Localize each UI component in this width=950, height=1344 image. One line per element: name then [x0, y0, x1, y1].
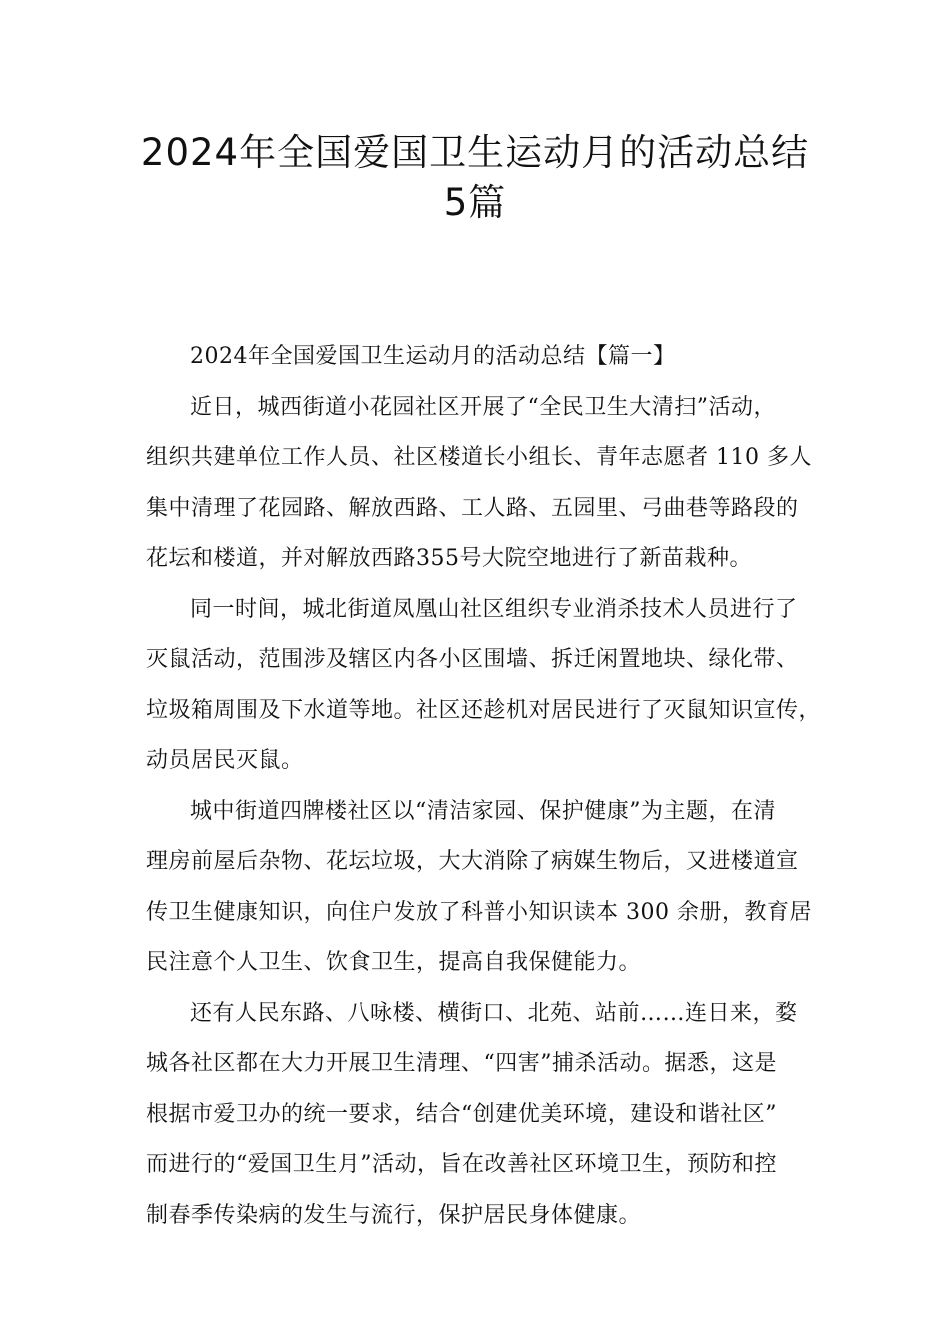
paragraph-line: 而进行的“爱国卫生月”活动，旨在改善社区环境卫生，预防和控	[146, 1152, 777, 1177]
paragraph-line: 城各社区都在大力开展卫生清理、“四害”捕杀活动。据悉，这是	[146, 1051, 777, 1076]
paragraph-line: 同一时间，城北街道凤凰山社区组织专业消杀技术人员进行了	[190, 596, 798, 622]
paragraph-line: 根据市爱卫办的统一要求，结合“创建优美环境，建设和谐社区”	[146, 1101, 777, 1127]
paragraph-line: 近日，城西街道小花园社区开展了“全民卫生大清扫”活动，	[190, 394, 776, 420]
paragraph-4	[146, 989, 826, 1242]
paragraph-2	[146, 585, 826, 787]
paragraph-line: 还有人民东路、八咏楼、横街口、北苑、站前……连日来，婺	[190, 1000, 798, 1026]
paragraph-line: 花坛和楼道，并对解放西路355号大院空地进行了新苗栽种。	[146, 546, 752, 571]
paragraph-line: 组织共建单位工作人员、社区楼道长小组长、青年志愿者 110 多人	[146, 445, 812, 470]
paragraph-line: 灭鼠活动，范围涉及辖区内各小区围墙、拆迁闲置地块、绿化带、	[146, 647, 799, 672]
title-line-2: 5篇	[443, 181, 507, 224]
paragraph-line: 理房前屋后杂物、花坛垃圾，大大消除了病媒生物后，又进楼道宣	[146, 849, 799, 874]
title-line-1: 2024年全国爱国卫生运动月的活动总结	[140, 131, 810, 174]
paragraph-line: 动员居民灭鼠。	[146, 748, 304, 773]
paragraph-1	[146, 383, 826, 585]
paragraph-line: 传卫生健康知识，向住户发放了科普小知识读本 300 余册，教育居	[146, 899, 812, 925]
section-heading: 2024年全国爱国卫生运动月的活动总结【篇一】	[190, 344, 676, 369]
document-body	[146, 332, 826, 1241]
paragraph-3	[146, 787, 826, 989]
paragraph-line: 城中街道四牌楼社区以“清洁家园、保护健康”为主题，在清	[190, 798, 776, 824]
paragraph-line: 民注意个人卫生、饮食卫生，提高自我保健能力。	[146, 950, 642, 975]
paragraph-line: 制春季传染病的发生与流行，保护居民身体健康。	[146, 1202, 642, 1228]
document-title	[100, 128, 850, 228]
paragraph-line: 集中清理了花园路、解放西路、工人路、五园里、弓曲巷等路段的	[146, 495, 799, 521]
paragraph-line: 垃圾箱周围及下水道等地。社区还趁机对居民进行了灭鼠知识宣传，	[146, 697, 822, 723]
